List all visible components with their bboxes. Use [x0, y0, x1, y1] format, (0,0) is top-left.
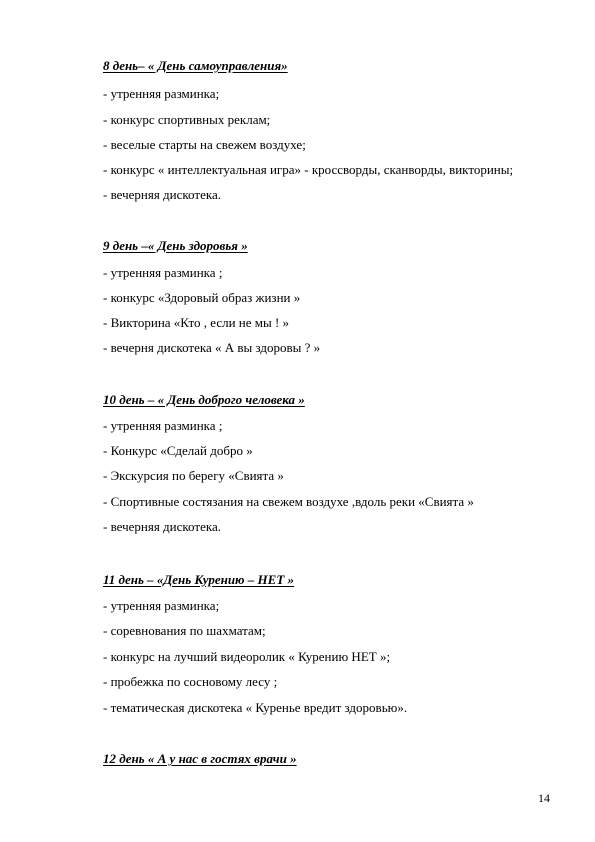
list-item: - утренняя разминка ; [103, 265, 223, 280]
list-item: - вечерня дискотека « А вы здоровы ? » [103, 340, 321, 355]
list-item: - вечерняя дискотека. [103, 187, 221, 202]
list-item: - утренняя разминка ; [103, 418, 223, 433]
list-item: - Викторина «Кто , если не мы ! » [103, 315, 290, 330]
list-item: - конкурс «Здоровый образ жизни » [103, 290, 301, 305]
list-item: - веселые старты на свежем воздухе; [103, 137, 306, 152]
list-item: - конкурс на лучший видеоролик « Курению НЕТ »; [103, 649, 391, 664]
day-12-heading: 12 день « А у нас в гостях врачи » [103, 751, 297, 766]
list-item: - пробежка по сосновому лесу ; [103, 674, 278, 689]
day-9-heading: 9 день –« День здоровья » [103, 238, 248, 253]
list-item: - Конкурс «Сделай добро » [103, 443, 253, 458]
list-item: - Спортивные состязания на свежем воздухе ,вдоль реки «Свията » [103, 494, 474, 509]
day-11-heading: 11 день – «День Курению – НЕТ » [103, 572, 295, 587]
list-item: - конкурс « интеллектуальная игра» - кроссворды, сканворды, викторины; [103, 162, 514, 177]
list-item: - конкурс спортивных реклам; [103, 112, 271, 127]
list-item: - соревнования по шахматам; [103, 623, 266, 638]
day-8-heading: 8 день– « День самоуправления» [103, 58, 288, 73]
list-item: - Экскурсия по берегу «Свията » [103, 468, 284, 483]
day-10-heading: 10 день – « День доброго человека » [103, 392, 305, 407]
list-item: - утренняя разминка; [103, 86, 220, 101]
list-item: - тематическая дискотека « Куренье вредит здоровью». [103, 700, 408, 715]
page-number: 14 [538, 791, 550, 805]
list-item: - вечерняя дискотека. [103, 519, 221, 534]
list-item: - утренняя разминка; [103, 598, 220, 613]
